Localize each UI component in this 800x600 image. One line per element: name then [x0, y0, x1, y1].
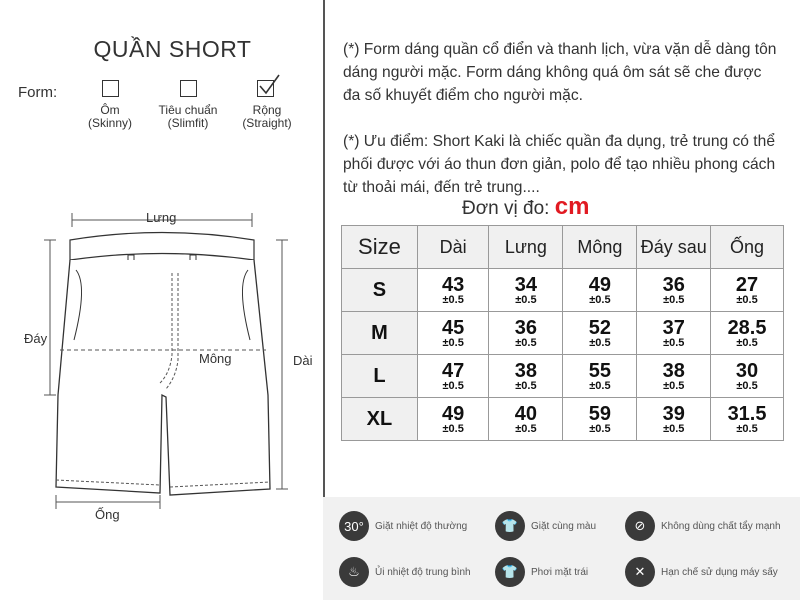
tolerance: ±0.5: [663, 422, 685, 435]
label-hip: Mông: [199, 351, 232, 366]
size-cell: S: [342, 269, 418, 312]
tolerance: ±0.5: [515, 336, 537, 349]
description-paragraph: (*) Ưu điểm: Short Kaki là chiếc quần đa dụng, trẻ trung có thể phối được với áo thun đơn giản, polo để tạo nhiều phong cách từ thoải mái, đến trẻ trung....: [343, 133, 776, 196]
label-leg-opening: Ống: [95, 507, 120, 522]
value: 34: [514, 273, 538, 296]
care-label: Hạn chế sử dụng máy sấy: [661, 566, 778, 578]
value: 55: [588, 359, 612, 382]
care-label: Không dùng chất tẩy mạnh: [661, 520, 781, 532]
header-length: Dài: [417, 226, 489, 269]
tolerance: ±0.5: [442, 336, 464, 349]
care-instructions: [323, 497, 800, 600]
value-cell: [711, 269, 784, 312]
fit-checkbox-skinny: [102, 80, 119, 97]
header-waist: Lưng: [489, 226, 563, 269]
care-item: [625, 511, 781, 541]
value: 31.5: [727, 402, 767, 425]
checkmark-icon: [255, 72, 281, 98]
value: 59: [588, 402, 612, 425]
value-cell: [489, 312, 563, 355]
tolerance: ±0.5: [736, 336, 758, 349]
tolerance: ±0.5: [442, 293, 464, 306]
wash-similar-colors-icon: 👕: [495, 511, 525, 541]
dry-inside-out-icon: 👕: [495, 557, 525, 587]
tolerance: ±0.5: [515, 422, 537, 435]
value-cell: [417, 398, 489, 441]
limit-dryer-icon: ✕: [625, 557, 655, 587]
tolerance: ±0.5: [736, 379, 758, 392]
label-waist: Lưng: [146, 210, 177, 225]
description-paragraph: (*) Form dáng quần cổ điển và thanh lịch, vừa vặn dễ dàng tôn dáng người mặc. Form dáng không quá ôm sát sẽ che được đa số khuyết điểm cho người mặc.: [343, 41, 777, 104]
iron-medium-icon: ♨: [339, 557, 369, 587]
unit-label: Đơn vị đo:: [462, 198, 550, 219]
value-cell: [489, 355, 563, 398]
value-cell: [637, 355, 711, 398]
value: 47: [442, 359, 465, 382]
size-cell: XL: [342, 398, 418, 441]
care-label: Phơi mặt trái: [531, 566, 589, 578]
value-cell: [711, 312, 784, 355]
value-cell: [563, 312, 637, 355]
fit-option-sub: (Slimfit): [167, 116, 209, 130]
tolerance: ±0.5: [663, 336, 685, 349]
care-label: Giặt nhiệt độ thường: [375, 520, 468, 532]
value: 40: [514, 402, 538, 425]
tolerance: ±0.5: [736, 422, 758, 435]
value: 38: [514, 359, 538, 382]
care-label: Ủi nhiệt độ trung bình: [375, 566, 471, 578]
header-leg-opening: Ống: [711, 226, 784, 269]
header-back-rise: Đáy sau: [637, 226, 711, 269]
product-title: QUẦN SHORT: [93, 36, 252, 62]
value: 45: [442, 316, 465, 339]
no-bleach-icon: ⊘: [625, 511, 655, 541]
table-row: [342, 269, 784, 312]
tolerance: ±0.5: [589, 293, 611, 306]
label-rise: Đáy: [24, 331, 48, 346]
value: 43: [442, 273, 465, 296]
value: 52: [588, 316, 612, 339]
tolerance: ±0.5: [589, 336, 611, 349]
value-cell: [417, 355, 489, 398]
value: 38: [662, 359, 685, 382]
value-cell: [417, 269, 489, 312]
fit-checkbox-slimfit: [180, 80, 197, 97]
size-cell: L: [342, 355, 418, 398]
value: 49: [588, 273, 612, 296]
value: 28.5: [727, 316, 767, 339]
tolerance: ±0.5: [589, 422, 611, 435]
tolerance: ±0.5: [736, 293, 758, 306]
value: 49: [442, 402, 465, 425]
value-cell: [563, 269, 637, 312]
header-size: Size: [342, 226, 418, 269]
fit-option-sub: (Straight): [242, 116, 292, 130]
fit-option-name: Ôm: [100, 103, 120, 117]
value-cell: [637, 312, 711, 355]
value: 27: [735, 273, 759, 296]
table-row: [342, 398, 784, 441]
value-cell: [711, 355, 784, 398]
value-cell: [417, 312, 489, 355]
tolerance: ±0.5: [515, 293, 537, 306]
value-cell: [711, 398, 784, 441]
tolerance: ±0.5: [515, 379, 537, 392]
size-table: [341, 225, 784, 441]
tolerance: ±0.5: [442, 379, 464, 392]
table-row: [342, 355, 784, 398]
tolerance: ±0.5: [663, 379, 685, 392]
value: 36: [514, 316, 538, 339]
care-item: [339, 557, 471, 587]
header-hip: Mông: [563, 226, 637, 269]
value-cell: [563, 398, 637, 441]
value: 36: [662, 273, 685, 296]
tolerance: ±0.5: [442, 422, 464, 435]
shorts-diagram: [20, 205, 320, 525]
care-label: Giặt cùng màu: [531, 520, 597, 532]
form-label: Form:: [18, 84, 58, 101]
care-item: [625, 557, 778, 587]
value-cell: [637, 269, 711, 312]
fit-option-name: Tiêu chuẩn: [158, 103, 218, 117]
table-header-row: [342, 226, 784, 269]
size-cell: M: [342, 312, 418, 355]
unit-line: [462, 193, 589, 221]
wash-30-icon: 30°: [339, 511, 369, 541]
value-cell: [563, 355, 637, 398]
tolerance: ±0.5: [589, 379, 611, 392]
value-cell: [489, 269, 563, 312]
value-cell: [637, 398, 711, 441]
table-row: [342, 312, 784, 355]
value-cell: [489, 398, 563, 441]
tolerance: ±0.5: [663, 293, 685, 306]
value: 39: [662, 402, 685, 425]
value: 30: [735, 359, 759, 382]
fit-option-name: Rộng: [252, 103, 282, 117]
label-length: Dài: [293, 353, 313, 368]
care-item: [339, 511, 467, 541]
value: 37: [662, 316, 685, 339]
unit-value: cm: [554, 193, 590, 220]
care-item: [495, 511, 596, 541]
care-item: [495, 557, 588, 587]
fit-option-sub: (Skinny): [87, 116, 132, 130]
